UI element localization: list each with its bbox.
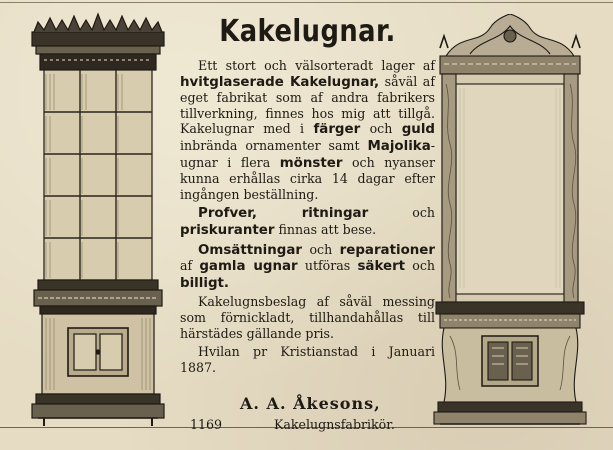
reference-number: 1169 [190,417,223,432]
text-run: utföras [297,258,358,274]
ad-title: Kakelugnar. [219,14,396,49]
paragraph-fittings: Kakelugnsbeslag af såväl messing som förnickladt, tillhandahållas till härstädes gällande pris. [180,294,435,341]
bold-run: färger [313,122,361,138]
ornate-stove-illustration [430,14,590,432]
text-run: inbrända ornamenter samt [180,137,368,153]
bold-run: gamla ugnar [199,259,298,275]
bold-run: Majolika [367,138,431,154]
text-run: af [180,258,200,274]
bold-run: priskuranter [180,222,275,238]
text-run: och [302,241,340,257]
bold-run: säkert [357,259,406,275]
text-run: och [368,205,435,221]
text-run: -ugnar i flera [180,137,435,170]
text-run: och nyanser kunna erhållas cirka 14 dagar efter ingången beställning. [180,154,435,202]
bold-run: hvitglaserade Kakelugnar, [180,74,380,90]
bold-run: Omsättningar [198,242,303,258]
bold-run: billigt. [180,275,230,291]
text-run: och [405,258,435,274]
bold-run: Profver, ritningar [198,206,369,222]
signature-title: Kakelugnsfabrikör. [274,417,395,432]
bold-run: mönster [279,155,343,171]
signature-block [180,0,440,450]
text-run: och [360,121,402,137]
text-run: Ett stort och välsorteradt lager af [198,58,435,73]
text-run: såväl af eget fabrikat som af andra fabrikers tillverkning, finnes hos mig att tillgå. Kakelugnar med i [180,73,435,137]
paragraph-place-date: Hvilan pr Kristianstad i Januari 1887. [180,344,435,375]
tiled-stove-illustration [24,10,174,428]
bold-run: reparationer [339,242,435,258]
text-run: finnas att bese. [274,221,377,237]
bold-run: guld [401,122,435,138]
signature-name: A. A. Åkesons, [240,394,381,413]
